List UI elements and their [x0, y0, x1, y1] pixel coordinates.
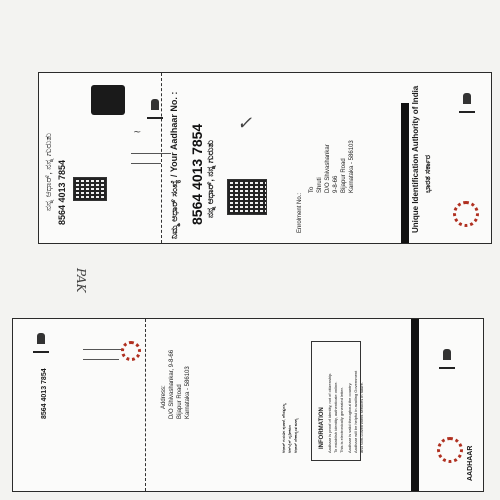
aadhaar-letter-bottom — [12, 318, 484, 492]
address-line: Shruti — [317, 177, 323, 193]
valid-line: and Non-Government services in future. — [359, 382, 364, 453]
address-line: D/O Shivashankar — [325, 144, 331, 193]
kannada-tagline: ನನ್ನ ಆಧಾರ್, ನನ್ನ ಗುರುತು — [205, 139, 215, 218]
aadhaar-number: 8564 4013 7854 — [189, 123, 205, 225]
stub-aadhaar-number: 8564 4013 7854 — [41, 368, 48, 419]
info-title: INFORMATION — [319, 407, 325, 449]
address-line: Bijapur Road — [341, 158, 347, 193]
kannada-line: ಆಧಾರ್ ದೇಶಾದ್ಯಂತ ಮಾನ್ಯ — [293, 418, 298, 453]
header-stripe — [401, 103, 409, 243]
aadhaar-logo-icon — [453, 201, 479, 227]
info-line: To establish identity, authenticate online. — [333, 381, 338, 453]
address-line: Karnataka - 586103 — [349, 140, 355, 193]
your-aadhaar-label: ನಿಮ್ಮ ಆಧಾರ್ ಸಂಖ್ಯೆ / Your Aadhaar No. : — [169, 91, 179, 239]
enrolment-label: Enrolment No.: — [297, 192, 303, 233]
kannada-line: ಆಧಾರ್ ಗುರುತಿನ ಪುರಾವೆ, ಪೌರತ್ವದಲ್ಲ — [281, 403, 286, 453]
signature-check: ✓ — [237, 113, 253, 134]
address-line: D/O Shivashankar, 9-8-66 — [169, 349, 175, 419]
valid-line: Aadhaar will be helpful in availing Government — [353, 370, 358, 453]
signature: ~ — [133, 127, 142, 138]
national-emblem-icon — [459, 93, 475, 113]
stub-line — [131, 163, 161, 164]
emblem-icon — [33, 333, 49, 353]
title-kannada: ಭಾರತ ಸರ್ಕಾರ — [423, 154, 432, 193]
address-line: Bijapur Road — [177, 384, 183, 419]
qr-code-small — [73, 177, 107, 201]
cut-line — [145, 319, 146, 491]
info-line: Aadhaar is proof of identity, not of citizenship. — [327, 372, 332, 453]
handwritten-note: PAK — [74, 268, 88, 293]
stub-aadhaar-number: 8564 4013 7854 — [57, 159, 67, 225]
aadhaar-logo-icon-small — [121, 341, 141, 361]
address-label: Address: — [161, 385, 167, 409]
stub-line — [83, 359, 119, 360]
title-english: Unique Identification Authority of India — [411, 85, 420, 233]
national-emblem-icon — [439, 349, 455, 369]
kannada-tagline-stub: ನನ್ನ ಆಧಾರ್, ನನ್ನ ಗುರುತು — [43, 132, 53, 211]
kannada-line: ಆನ್‌ಲೈನ್ ದೃಢೀಕರಣ — [287, 425, 292, 453]
stub-line — [83, 349, 123, 350]
address-line: Karnataka - 586103 — [185, 366, 191, 419]
aadhaar-letter-top — [38, 72, 492, 244]
holder-photo — [91, 85, 125, 115]
info-line: This is electronically generated letter. — [339, 387, 344, 453]
header-stripe — [411, 319, 419, 491]
aadhaar-logo-icon — [437, 437, 463, 463]
address-to: To — [309, 186, 315, 193]
brand-label: AADHAAR — [467, 445, 474, 481]
valid-line: Aadhaar is valid throughout the country. — [347, 382, 352, 453]
qr-code-large — [227, 179, 267, 215]
cut-line — [161, 73, 162, 243]
stub-line — [131, 153, 171, 154]
address-line: 9-8-66 — [333, 175, 339, 193]
